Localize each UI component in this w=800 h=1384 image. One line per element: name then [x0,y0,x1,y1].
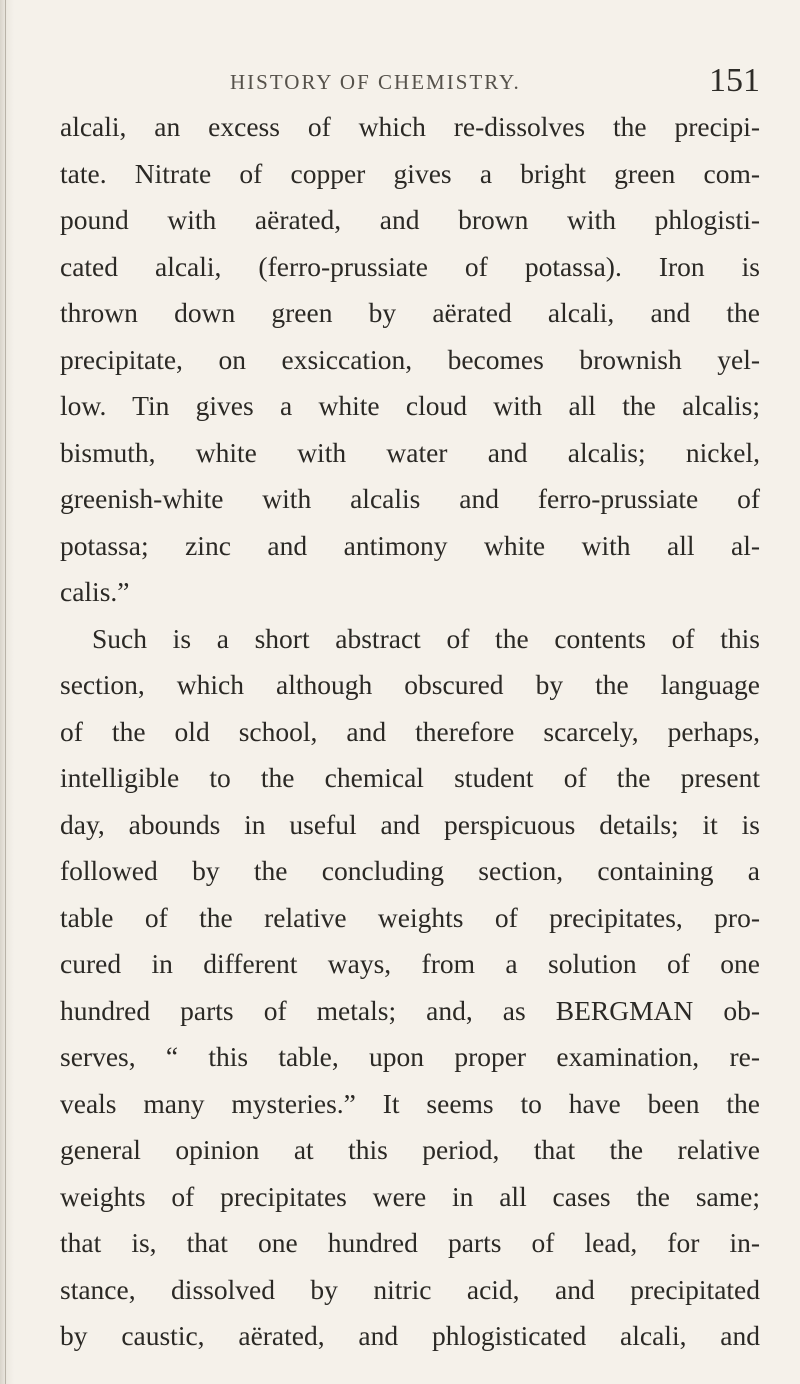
text-line: by caustic, aërated, and phlogisticated alcali, and [60,1320,760,1351]
running-head [60,62,760,102]
text-line: cured in different ways, from a solution of one [60,948,760,979]
text-line: veals many mysteries.” It seems to have been the [60,1087,760,1119]
text-line: weights of precipitates were in all cases the same; [60,1180,760,1212]
text-line: that is, that one hundred parts of lead, for in- [60,1227,760,1258]
binding-shadow-line [5,0,6,1384]
running-title: HISTORY OF CHEMISTRY. [230,70,521,94]
text-line: pound with aërated, and brown with phlogisti- [60,204,760,235]
text-line: alcali, an excess of which re-dissolves the precipi- [60,111,760,142]
paragraph-end-line: calis.” [60,576,130,607]
text-line: hundred parts of metals; and, as BERGMAN ob- [60,994,760,1026]
text-line: section, which although obscured by the language [60,669,760,700]
body-text [60,104,760,1360]
page-number: 151 [709,62,760,99]
text-line: bismuth, white with water and alcalis; nickel, [60,436,760,468]
text-line: potassa; zinc and antimony white with all al- [60,529,760,561]
text-line: precipitate, on exsiccation, becomes brownish yel- [60,343,760,375]
text-line: cated alcali, (ferro-prussiate of potassa). Iron is [60,250,760,282]
text-line: day, abounds in useful and perspicuous details; it is [60,808,760,840]
text-line: followed by the concluding section, containing a [60,855,760,886]
text-line: low. Tin gives a white cloud with all the alcalis; [60,390,760,421]
text-line: greenish-white with alcalis and ferro-prussiate of [60,483,760,514]
text-line: of the old school, and therefore scarcely, perhaps, [60,715,760,747]
text-line: intelligible to the chemical student of the present [60,762,760,793]
page-binding-edge [0,0,14,1384]
text-line: table of the relative weights of precipitates, pro- [60,901,760,933]
text-line: stance, dissolved by nitric acid, and precipitated [60,1273,760,1305]
text-line: tate. Nitrate of copper gives a bright green com- [60,157,760,189]
paragraph-start-line: Such is a short abstract of the contents of this [92,622,760,654]
text-line: serves, “ this table, upon proper examination, re- [60,1041,760,1072]
text-line: general opinion at this period, that the relative [60,1134,760,1165]
text-line: thrown down green by aërated alcali, and the [60,297,760,328]
